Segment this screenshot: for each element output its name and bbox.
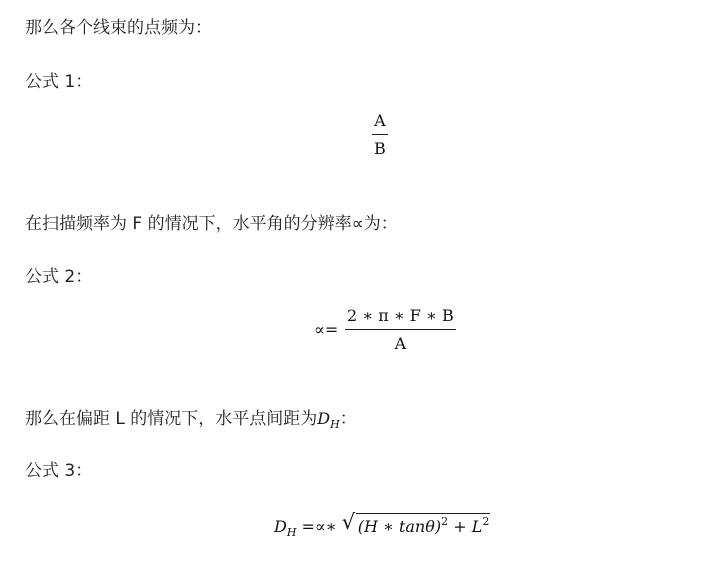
radicand: (H ∗ $\tan\theta)^2 + L^2$ [357,515,490,536]
formula-3-equals: =∝∗ [301,517,337,536]
fraction-bar [372,134,388,135]
formula-3: $D_H$ =∝∗ √ (H ∗ $\tan\theta)^2 + L^2$ [274,510,490,539]
formula-2 [345,306,456,354]
radical-icon: √ [341,510,356,534]
inline-dh-symbol: $D_H$ [317,409,340,431]
formula-1-numerator: A [374,111,386,130]
intro-paragraph: 那么各个线束的点频为： [25,18,212,38]
square-root [341,510,491,536]
formula-2-lhs: ∝= [314,320,339,339]
formula-3-label: 公式 3： [25,461,93,481]
formula-2-denominator: A [394,334,407,353]
formula-1-denominator: B [374,139,386,158]
resolution-paragraph: 在扫描频率为 F 的情况下，水平角的分辨率∝为： [25,214,398,234]
offset-text-suffix: ： [339,409,357,429]
formula-2-label: 公式 2： [25,267,93,287]
fraction-bar [345,329,456,330]
formula-1 [372,111,388,159]
formula-1-label: 公式 1： [25,72,93,92]
formula-2-numerator: 2 ∗ π ∗ F ∗ B [347,306,454,325]
formula-3-lhs: D [274,517,287,536]
offset-text: 那么在偏距 L 的情况下，水平点间距为 [25,409,318,429]
offset-paragraph [25,408,357,436]
